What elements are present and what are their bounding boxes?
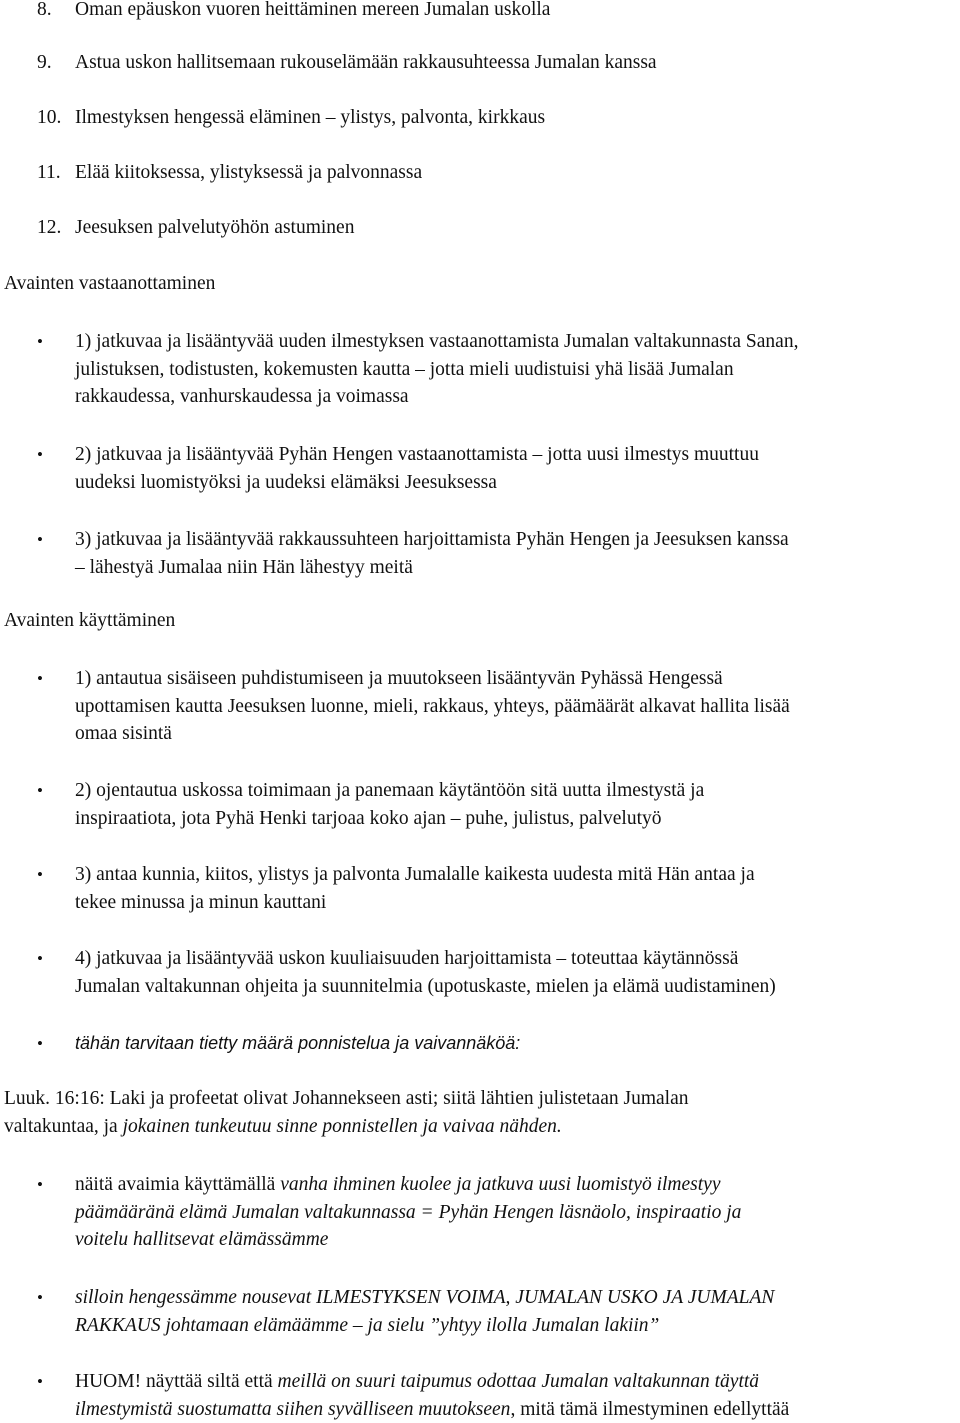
item-number: 12. <box>37 217 62 238</box>
text-plain: näitä avaimia käyttämällä <box>75 1174 281 1195</box>
bullet-icon: • <box>37 530 43 549</box>
text-plain: valtakuntaa, ja <box>4 1115 123 1137</box>
text-line: silloin hengessämme nousevat ILMESTYKSEN VOIMA, JUMALAN USKO JA JUMALAN <box>75 1287 775 1308</box>
bullet-icon: • <box>37 445 43 464</box>
text-line <box>75 1396 960 1423</box>
text-line: Luuk. 16:16: Laki ja profeetat olivat Johannekseen asti; siitä lähtien julistetaan Jumalan <box>4 1088 689 1109</box>
text-line <box>75 1171 960 1199</box>
text-line <box>4 1113 688 1141</box>
text-plain: , mitä tämä ilmestyminen edellyttää <box>510 1398 790 1420</box>
item-number: 11. <box>37 162 61 183</box>
item-number: 8. <box>37 0 52 20</box>
text-emphasis: jokainen tunkeutuu sinne ponnistellen ja vaivaa nähden. <box>122 1115 562 1137</box>
text-line: – lähestyä Jumalaa niin Hän lähestyy meitä <box>75 556 413 578</box>
text-emphasis: ilmestymistä suostumatta siihen syvälliseen muutokseen <box>75 1398 511 1420</box>
bullet-icon: • <box>37 949 43 968</box>
item-number: 9. <box>37 52 52 73</box>
item-text: Oman epäuskon vuoren heittäminen mereen Jumalan uskolla <box>75 0 551 20</box>
text-line: 2) ojentautua uskossa toimimaan ja panemaan käytäntöön sitä uutta ilmestystä ja <box>75 780 705 801</box>
text-line: voitelu hallitsevat elämässämme <box>75 1229 329 1250</box>
section-heading: Avainten käyttäminen <box>4 610 176 631</box>
item-number: 10. <box>37 107 62 128</box>
bullet-icon: • <box>37 865 43 884</box>
text-line: 3) jatkuvaa ja lisääntyvää rakkaussuhteen harjoittamista Pyhän Hengen ja Jeesuksen kanssa <box>75 529 789 550</box>
item-text: Astua uskon hallitsemaan rukouselämään rakkausuhteessa Jumalan kanssa <box>75 52 657 73</box>
text-line: 3) antaa kunnia, kiitos, ylistys ja palvonta Jumalalle kaikesta uudesta mitä Hän antaa ja <box>75 864 755 885</box>
bullet-icon: • <box>37 669 43 688</box>
text-line: 4) jatkuvaa ja lisääntyvää uskon kuuliaisuuden harjoittamista – toteuttaa käytännössä <box>75 948 739 969</box>
text-line: rakkaudessa, vanhurskaudessa ja voimassa <box>75 386 409 407</box>
text-line <box>75 1368 960 1396</box>
bullet-icon: • <box>37 1288 43 1307</box>
text-emphasis: vanha ihminen kuolee ja jatkuva uusi luomistyö ilmestyy <box>280 1174 721 1195</box>
text-line: 1) jatkuvaa ja lisääntyvää uuden ilmestyksen vastaanottamista Jumalan valtakunnasta Sanan, <box>75 331 799 352</box>
scripture-quote <box>4 1085 688 1140</box>
item-text: Elää kiitoksessa, ylistyksessä ja palvonnassa <box>75 162 423 183</box>
text-line: omaa sisintä <box>75 723 172 744</box>
bullet-icon: • <box>37 1372 43 1391</box>
section-heading: Avainten vastaanottaminen <box>4 273 216 294</box>
text-plain: HUOM! näyttää siltä että <box>75 1371 278 1392</box>
text-line: inspiraatiota, jota Pyhä Henki tarjoaa koko ajan – puhe, julistus, palvelutyö <box>75 807 662 829</box>
text-line: 1) antautua sisäiseen puhdistumiseen ja muutokseen lisääntyvän Pyhässä Hengessä <box>75 668 723 689</box>
text-emphasis: meillä on suuri taipumus odottaa Jumalan valtakunnan täyttä <box>277 1371 760 1392</box>
bullet-icon: • <box>37 1175 43 1194</box>
item-text: Ilmestyksen hengessä eläminen – ylistys, palvonta, kirkkaus <box>75 107 546 128</box>
bullet-icon: • <box>37 1034 43 1053</box>
text-line: tekee minussa ja minun kauttani <box>75 891 327 913</box>
text-line: päämääränä elämä Jumalan valtakunnassa = Pyhän Hengen läsnäolo, inspiraatio ja <box>75 1201 742 1223</box>
item-text: Jeesuksen palvelutyöhön astuminen <box>75 217 355 238</box>
text-line: 2) jatkuvaa ja lisääntyvää Pyhän Hengen vastaanottamista – jotta uusi ilmestys muuttuu <box>75 444 759 465</box>
text-line: uudeksi luomistyöksi ja uudeksi elämäksi Jeesuksessa <box>75 471 497 493</box>
bullet-icon: • <box>37 781 43 800</box>
text-line: tähän tarvitaan tietty määrä ponnistelua ja vaivannäköä: <box>75 1033 521 1053</box>
bullet-icon: • <box>37 332 43 351</box>
text-line: julistuksen, todistusten, kokemusten kautta – jotta mieli uudistuisi yhä lisää Jumalan <box>75 358 734 380</box>
text-line: RAKKAUS johtamaan elämäämme – ja sielu ”yhtyy ilolla Jumalan lakiin” <box>75 1314 660 1336</box>
text-line: Jumalan valtakunnan ohjeita ja suunnitelmia (upotuskaste, mielen ja elämä uudistaminen) <box>75 975 776 997</box>
text-line: upottamisen kautta Jeesuksen luonne, mieli, rakkaus, yhteys, päämäärät alkavat hallita lisää <box>75 695 790 717</box>
